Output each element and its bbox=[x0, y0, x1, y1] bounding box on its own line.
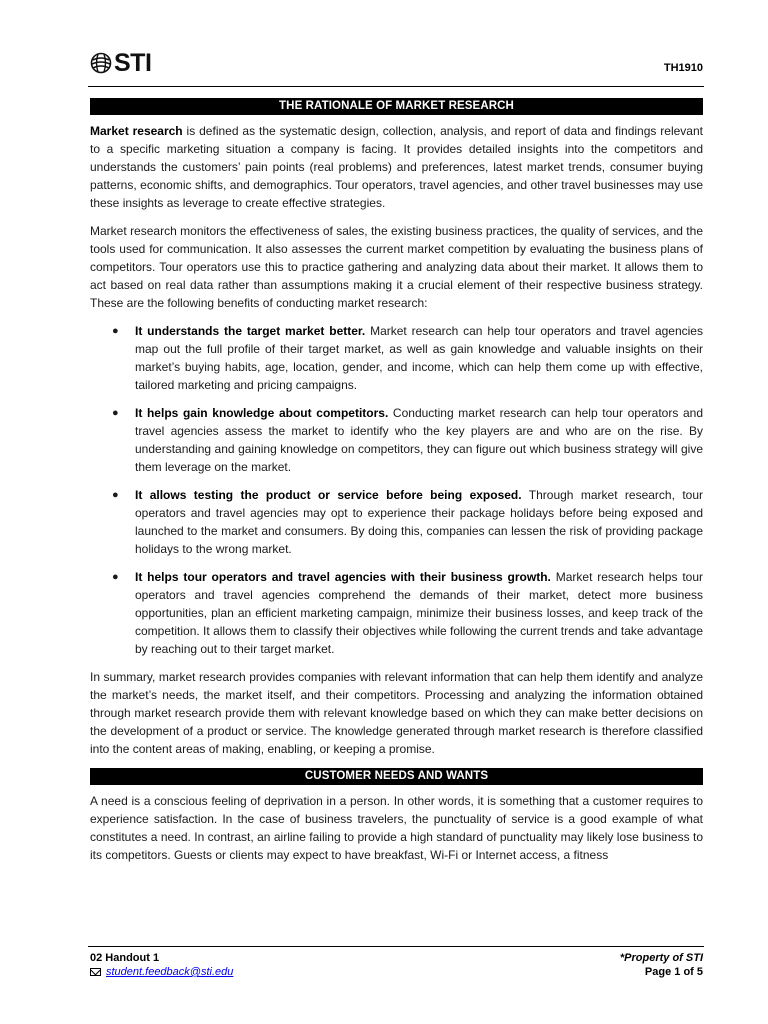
bullet-icon: ● bbox=[112, 325, 119, 337]
footer-left bbox=[90, 951, 233, 979]
mail-icon bbox=[90, 968, 101, 976]
list-item-lead: It helps tour operators and travel agencies with their business growth. bbox=[135, 570, 551, 584]
page-number: Page 1 of 5 bbox=[644, 966, 703, 978]
paragraph-monitoring: Market research monitors the effectiveness of sales, the existing business practices, the quality of services, and the tools used for communication. It also assesses the current market competition by evaluating the business plans of competitors. Tour operators use this to practice gathering and analyzing data about their market. It allows them to act based on real data rather than assumptions making it a crucial element of their respective business strategy. These are the following benefits of conducting market research: bbox=[90, 224, 703, 310]
logo-text: STI bbox=[114, 48, 152, 77]
paragraph-text: is defined as the systematic design, collection, analysis, and report of data and findings relevant to a specific marketing situation a company is facing. It provides detailed insights into the competitors and understands the customers’ pain points (real problems) and preferences, latest market trends, consumer buying patterns, economic shifts, and demographics. Tour operators, travel agencies, and other travel businesses may use these insights as leverage to create effective strategies. bbox=[90, 124, 703, 210]
paragraph-definition bbox=[90, 122, 703, 212]
list-item-lead: It allows testing the product or service before being exposed. bbox=[135, 488, 522, 502]
bullet-icon: ● bbox=[112, 571, 119, 583]
sti-logo bbox=[90, 50, 151, 76]
bullet-icon: ● bbox=[112, 489, 119, 501]
list-item-text: Market research helps tour operators and travel agencies comprehend the demands of their market, detect more business opportunities, plan an efficient marketing campaign, minimize their business losses, and keep track of the competition. It allows them to classify their objectives while following the current trends and take advantage by reaching out to their target market. bbox=[135, 570, 704, 656]
list-item-text: Through market research, tour operators and travel agencies may opt to experience their package holidays before being exposed and launched to the market and consumers. By doing this, companies can lessen the risk of providing package holidays to the wrong market. bbox=[135, 488, 704, 556]
list-item-text: Conducting market research can help tour operators and travel agencies assess the market to identify who the key players are and who are on the rise. By understanding and gaining knowledge on competitors, they can figure out which business strategy will give them leverage on the market. bbox=[135, 406, 703, 474]
email-link[interactable]: student.feedback@sti.edu bbox=[106, 966, 234, 978]
handout-label: 02 Handout 1 bbox=[90, 952, 160, 964]
footer-divider bbox=[88, 946, 704, 947]
list-item bbox=[90, 486, 703, 558]
section-title-rationale: THE RATIONALE OF MARKET RESEARCH bbox=[90, 98, 703, 115]
list-item-lead: It helps gain knowledge about competitors. bbox=[135, 406, 389, 420]
sti-globe-icon bbox=[90, 52, 112, 74]
bullet-icon: ● bbox=[112, 407, 119, 419]
paragraph-summary: In summary, market research provides companies with relevant information that can help them identify and analyze the market’s needs, the market itself, and their competitors. Processing and analyzing the information obtained through market research provide them with relevant knowledge based on which they can make better decisions on the development of a product or service. The knowledge generated through market research is therefore classified into the content areas of making, enabling, or keeping a promise. bbox=[90, 670, 703, 756]
list-item bbox=[90, 568, 703, 658]
document-body bbox=[90, 98, 703, 874]
list-item-lead: It understands the target market better. bbox=[135, 324, 366, 338]
section-title-customer-needs: CUSTOMER NEEDS AND WANTS bbox=[90, 768, 703, 785]
list-item bbox=[90, 322, 703, 394]
header-divider bbox=[88, 86, 704, 87]
benefits-list bbox=[90, 322, 703, 658]
property-label: *Property of STI bbox=[619, 952, 703, 964]
list-item-text: Market research can help tour operators and travel agencies map out the full profile of their target market, as well as gain knowledge and valuable insights on their market’s buying habits, age, location, gender, and income, which can help them come up with effective, tailored marketing and pricing campaigns. bbox=[135, 324, 703, 392]
footer-right bbox=[620, 951, 703, 979]
document-code: TH1910 bbox=[663, 62, 703, 74]
paragraph-needs: A need is a conscious feeling of deprivation in a person. In other words, it is something that a customer requires to experience satisfaction. In the case of business travelers, the punctuality of service is a good example of what constitutes a need. In contrast, an airline failing to provide a high standard of punctuality may likely lose business to its competitors. Guests or clients may expect to have breakfast, Wi-Fi or Internet access, a fitness bbox=[90, 794, 703, 862]
email-row bbox=[90, 965, 233, 979]
paragraph-lead: Market research bbox=[90, 124, 183, 138]
list-item bbox=[90, 404, 703, 476]
